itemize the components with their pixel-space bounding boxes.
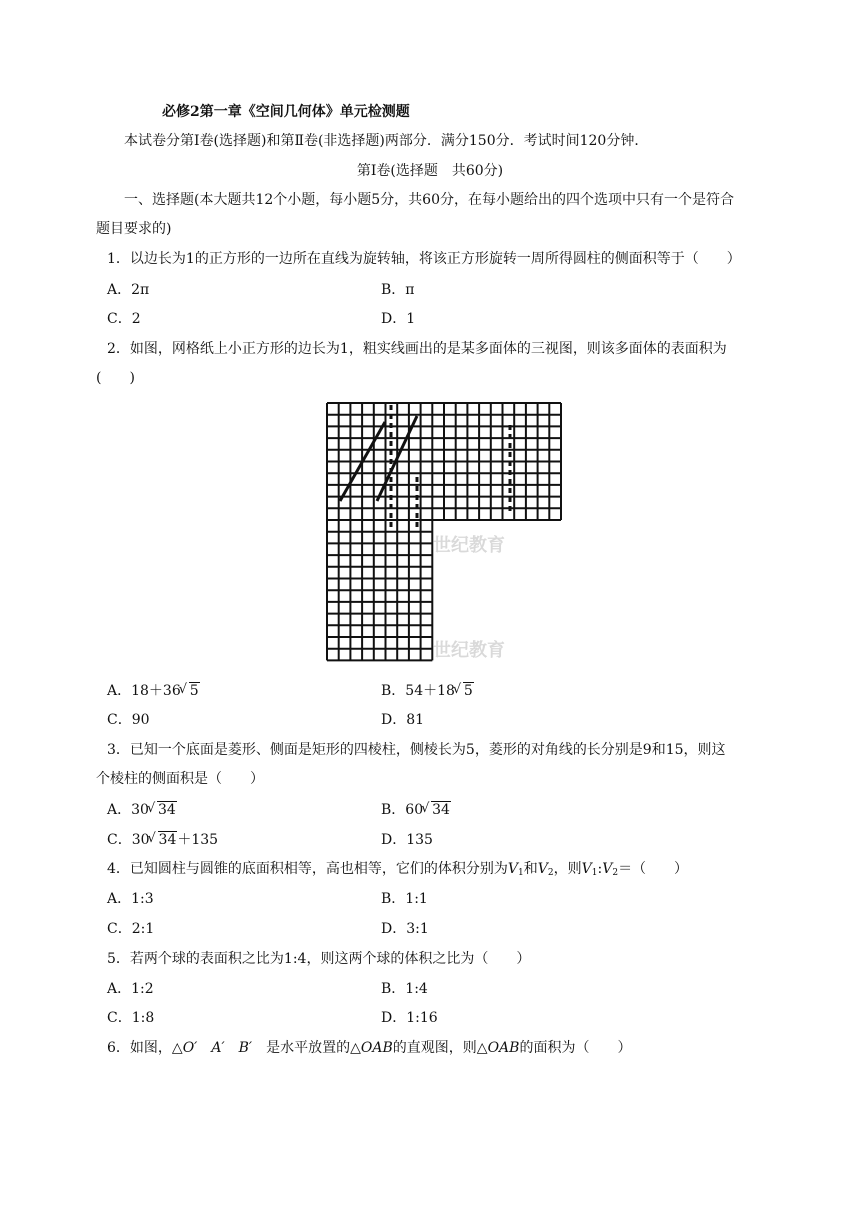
section1-instructions-line1: 一、选择题(本大题共12个小题，每小题5分，共60分，在每小题给出的四个选项中只有一个是符合 <box>124 192 734 208</box>
q2-stem-line2: ( ) <box>96 370 135 386</box>
section1-instructions-line2: 题目要求的) <box>96 221 172 237</box>
q2-option-c[interactable]: C．90 <box>107 712 150 728</box>
exam-intro: 本试卷分第Ⅰ卷(选择题)和第Ⅱ卷(非选择题)两部分．满分150分．考试时间120分钟． <box>124 133 649 149</box>
q3-option-d[interactable]: D．135 <box>381 832 433 848</box>
q6-stem-mid2: 的直观图，则△ <box>392 1040 488 1056</box>
sqrt-symbol <box>149 800 177 820</box>
q6-stem-end: 的面积为（ ） <box>519 1040 632 1056</box>
q3-stem-line2: 个棱柱的侧面积是（ ） <box>96 771 264 787</box>
part1-heading: 第Ⅰ卷(选择题 共60分) <box>356 163 504 179</box>
sqrt-symbol <box>455 681 474 701</box>
watermark-2: 世纪教育 <box>433 640 505 661</box>
document-title: 必修2第一章《空间几何体》单元检测题 <box>162 104 410 120</box>
subscript-2: 2 <box>547 868 554 878</box>
q4-then: ，则 <box>553 861 582 877</box>
sqrt-symbol <box>150 830 178 850</box>
radicand: 5 <box>189 683 199 699</box>
q2-option-a-text: A．18＋36 <box>107 683 181 699</box>
q3-option-c-text: C．30 <box>107 832 150 848</box>
q5-stem: 5．若两个球的表面积之比为1:4，则这两个球的体积之比为（ ） <box>107 951 531 967</box>
q2-option-d[interactable]: D．81 <box>381 712 425 728</box>
q6-vertices: O′ A′ B′ <box>182 1040 253 1056</box>
q1-option-d[interactable]: D．1 <box>381 311 416 327</box>
q4-option-a[interactable]: A．1:3 <box>107 891 154 907</box>
q3-option-c-suffix: ＋135 <box>177 832 219 848</box>
var-v: V <box>537 861 548 877</box>
var-v: V <box>581 861 592 877</box>
var-v: V <box>602 861 613 877</box>
q4-colon: : <box>597 861 603 877</box>
var-v: V <box>507 861 519 877</box>
q6-triangle-oab: OAB <box>487 1040 520 1056</box>
subscript-2: 2 <box>612 868 619 878</box>
q5-option-a[interactable]: A．1:2 <box>107 981 154 997</box>
sqrt-symbol <box>423 800 451 820</box>
q4-stem-text: 4．已知圆柱与圆锥的底面积相等，高也相等，它们的体积分别为 <box>107 861 508 877</box>
q6-stem-mid: 是水平放置的△ <box>266 1040 361 1056</box>
radicand: 34 <box>158 832 177 848</box>
q3-option-b[interactable] <box>381 800 451 820</box>
radicand: 34 <box>432 802 450 818</box>
q1-option-a[interactable]: A．2π <box>107 282 150 298</box>
q4-stem <box>107 859 688 883</box>
q5-option-b[interactable]: B．1:4 <box>381 981 428 997</box>
q3-option-b-text: B．60 <box>381 802 424 818</box>
q6-stem <box>107 1038 631 1058</box>
watermark-1: 世纪教育 <box>433 535 505 556</box>
q5-option-c[interactable]: C．1:8 <box>107 1010 155 1026</box>
q4-option-c[interactable]: C．2:1 <box>107 921 155 937</box>
q5-option-d[interactable]: D．1:16 <box>381 1010 438 1026</box>
sqrt-symbol <box>181 681 200 701</box>
three-view-grid-figure <box>325 401 563 663</box>
q4-blank: ＝（ ） <box>618 861 689 877</box>
subscript-1: 1 <box>591 868 598 878</box>
subscript-1: 1 <box>518 868 524 878</box>
q6-stem-text: 6．如图，△ <box>107 1040 183 1056</box>
q1-option-c[interactable]: C．2 <box>107 311 141 327</box>
radicand: 34 <box>157 802 176 818</box>
q3-option-c[interactable] <box>107 830 218 850</box>
q2-option-a[interactable] <box>107 681 200 701</box>
q6-triangle-oab: OAB <box>360 1040 393 1056</box>
q2-option-b[interactable] <box>381 681 474 701</box>
q2-stem-line1: 2．如图，网格纸上小正方形的边长为1，粗实线画出的是某多面体的三视图，则该多面体的表面积为 <box>107 341 727 357</box>
q4-option-d[interactable]: D．3:1 <box>381 921 429 937</box>
q3-option-a[interactable] <box>107 800 177 820</box>
solid-diagonals <box>340 416 417 501</box>
q3-option-a-text: A．30 <box>107 802 149 818</box>
q3-stem-line1: 3．已知一个底面是菱形、侧面是矩形的四棱柱，侧棱长为5，菱形的对角线的长分别是9和15，则这 <box>107 742 726 758</box>
q1-stem: 1．以边长为1的正方形的一边所在直线为旋转轴，将该正方形旋转一周所得圆柱的侧面积等于（ ） <box>107 251 741 267</box>
q1-option-b[interactable]: B．π <box>381 282 415 298</box>
q4-and: 和 <box>523 861 538 877</box>
q4-option-b[interactable]: B．1:1 <box>381 891 428 907</box>
radicand: 5 <box>463 683 473 699</box>
q2-option-b-text: B．54＋18 <box>381 683 455 699</box>
